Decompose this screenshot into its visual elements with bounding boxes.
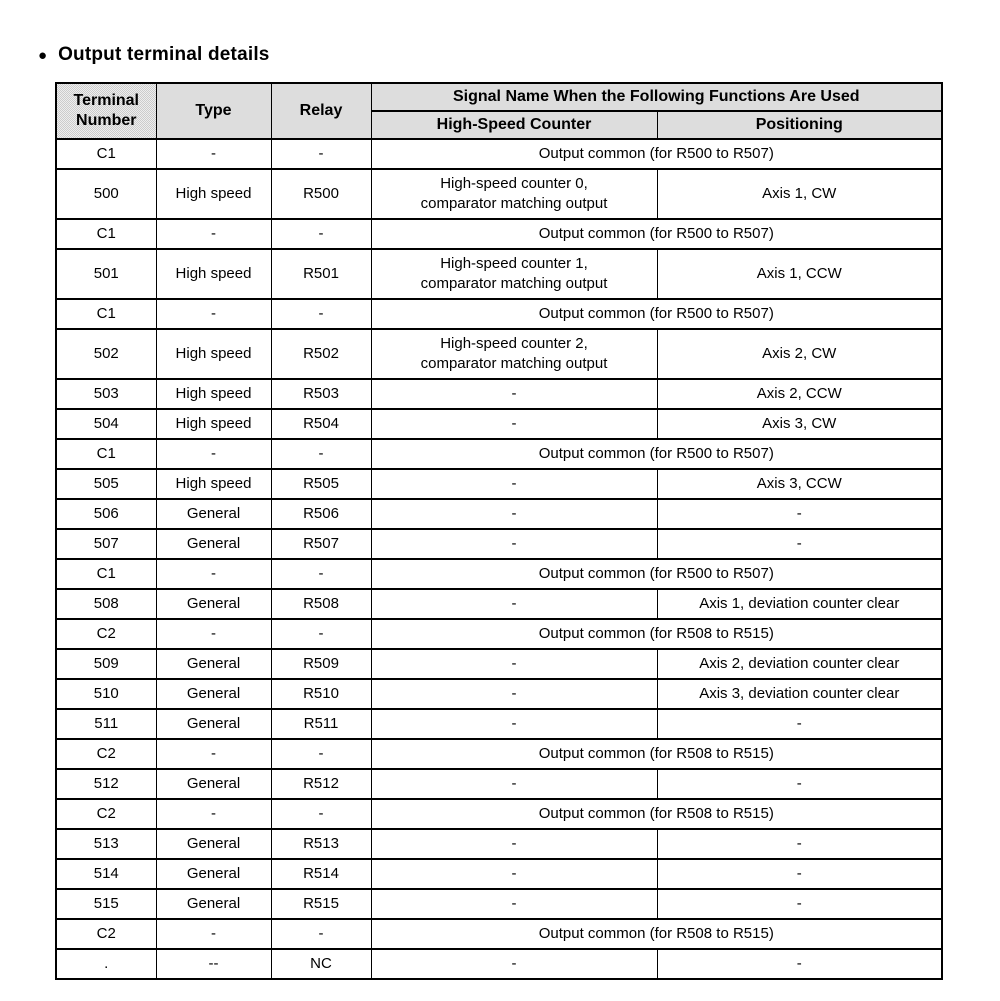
terminal-cell: C2 <box>56 919 156 949</box>
table-row <box>56 219 942 249</box>
type-cell: High speed <box>156 329 271 379</box>
relay-cell: - <box>271 439 371 469</box>
table-row <box>56 589 942 619</box>
table-row <box>56 329 942 379</box>
terminal-cell: C2 <box>56 619 156 649</box>
signal-span-cell: Output common (for R500 to R507) <box>371 299 942 329</box>
positioning-cell: Axis 2, CW <box>657 329 942 379</box>
table-row <box>56 859 942 889</box>
table-row <box>56 439 942 469</box>
relay-cell: R501 <box>271 249 371 299</box>
table-row <box>56 769 942 799</box>
positioning-cell: - <box>657 529 942 559</box>
terminal-cell: 503 <box>56 379 156 409</box>
section-title <box>0 0 1000 66</box>
hsc-cell: High-speed counter 2, comparator matching output <box>371 329 657 379</box>
terminal-cell: 515 <box>56 889 156 919</box>
signal-span-cell: Output common (for R500 to R507) <box>371 439 942 469</box>
terminal-cell: C1 <box>56 559 156 589</box>
signal-span-cell: Output common (for R500 to R507) <box>371 219 942 249</box>
terminal-cell: 507 <box>56 529 156 559</box>
terminal-cell: C1 <box>56 139 156 169</box>
table-row <box>56 799 942 829</box>
hsc-cell: - <box>371 529 657 559</box>
relay-cell: R507 <box>271 529 371 559</box>
type-cell: High speed <box>156 469 271 499</box>
table-row <box>56 679 942 709</box>
table-row <box>56 739 942 769</box>
terminal-cell: 508 <box>56 589 156 619</box>
relay-cell: R513 <box>271 829 371 859</box>
positioning-cell: - <box>657 709 942 739</box>
relay-cell: R506 <box>271 499 371 529</box>
type-cell: General <box>156 709 271 739</box>
type-cell: General <box>156 649 271 679</box>
terminal-cell: C1 <box>56 299 156 329</box>
terminal-cell: . <box>56 949 156 979</box>
positioning-cell: Axis 2, CCW <box>657 379 942 409</box>
positioning-cell: Axis 1, CCW <box>657 249 942 299</box>
hsc-cell: - <box>371 829 657 859</box>
terminal-cell: 505 <box>56 469 156 499</box>
type-cell: General <box>156 829 271 859</box>
col-header-terminal-number: Terminal Number <box>56 83 156 139</box>
hsc-cell: - <box>371 889 657 919</box>
positioning-cell: Axis 1, deviation counter clear <box>657 589 942 619</box>
type-cell: - <box>156 919 271 949</box>
type-cell: - <box>156 739 271 769</box>
hsc-cell: - <box>371 409 657 439</box>
terminal-cell: 513 <box>56 829 156 859</box>
hsc-cell: - <box>371 649 657 679</box>
terminal-cell: 502 <box>56 329 156 379</box>
relay-cell: R508 <box>271 589 371 619</box>
table-row <box>56 529 942 559</box>
relay-cell: - <box>271 219 371 249</box>
terminal-cell: 501 <box>56 249 156 299</box>
type-cell: General <box>156 859 271 889</box>
page-title: Output terminal details <box>58 44 270 65</box>
terminal-cell: C2 <box>56 799 156 829</box>
relay-cell: R505 <box>271 469 371 499</box>
type-cell: High speed <box>156 379 271 409</box>
positioning-cell: Axis 3, deviation counter clear <box>657 679 942 709</box>
table-row <box>56 139 942 169</box>
type-cell: -- <box>156 949 271 979</box>
relay-cell: R502 <box>271 329 371 379</box>
terminal-cell: 506 <box>56 499 156 529</box>
positioning-cell: - <box>657 859 942 889</box>
type-cell: - <box>156 219 271 249</box>
relay-cell: - <box>271 739 371 769</box>
type-cell: - <box>156 139 271 169</box>
positioning-cell: - <box>657 829 942 859</box>
type-cell: General <box>156 589 271 619</box>
positioning-cell: - <box>657 949 942 979</box>
hsc-cell: - <box>371 679 657 709</box>
hsc-cell: - <box>371 589 657 619</box>
col-header-high-speed-counter: High-Speed Counter <box>371 111 657 139</box>
terminal-cell: 509 <box>56 649 156 679</box>
table-row <box>56 919 942 949</box>
table-row <box>56 949 942 979</box>
positioning-cell: Axis 2, deviation counter clear <box>657 649 942 679</box>
relay-cell: - <box>271 919 371 949</box>
terminal-cell: C1 <box>56 439 156 469</box>
terminal-cell: 512 <box>56 769 156 799</box>
signal-span-cell: Output common (for R500 to R507) <box>371 139 942 169</box>
positioning-cell: - <box>657 769 942 799</box>
type-cell: - <box>156 559 271 589</box>
table-row <box>56 829 942 859</box>
hsc-cell: - <box>371 499 657 529</box>
terminal-cell: 514 <box>56 859 156 889</box>
terminal-cell: C1 <box>56 219 156 249</box>
type-cell: General <box>156 499 271 529</box>
relay-cell: - <box>271 619 371 649</box>
relay-cell: NC <box>271 949 371 979</box>
col-header-relay: Relay <box>271 83 371 139</box>
positioning-cell: Axis 3, CW <box>657 409 942 439</box>
table-row <box>56 709 942 739</box>
hsc-cell: - <box>371 769 657 799</box>
hsc-cell: - <box>371 469 657 499</box>
type-cell: High speed <box>156 249 271 299</box>
hsc-cell: High-speed counter 0, comparator matching output <box>371 169 657 219</box>
terminal-cell: 511 <box>56 709 156 739</box>
relay-cell: R504 <box>271 409 371 439</box>
hsc-cell: - <box>371 949 657 979</box>
relay-cell: - <box>271 799 371 829</box>
hsc-cell: - <box>371 379 657 409</box>
type-cell: - <box>156 439 271 469</box>
relay-cell: R509 <box>271 649 371 679</box>
relay-cell: R514 <box>271 859 371 889</box>
type-cell: - <box>156 299 271 329</box>
positioning-cell: - <box>657 499 942 529</box>
table-row <box>56 619 942 649</box>
relay-cell: - <box>271 299 371 329</box>
relay-cell: R511 <box>271 709 371 739</box>
signal-span-cell: Output common (for R508 to R515) <box>371 919 942 949</box>
signal-span-cell: Output common (for R500 to R507) <box>371 559 942 589</box>
table-row <box>56 299 942 329</box>
type-cell: - <box>156 619 271 649</box>
table-row <box>56 499 942 529</box>
table-row <box>56 559 942 589</box>
table-row <box>56 379 942 409</box>
col-header-signal-group: Signal Name When the Following Functions Are Used <box>371 83 942 111</box>
table-row <box>56 169 942 219</box>
type-cell: General <box>156 529 271 559</box>
col-header-type: Type <box>156 83 271 139</box>
table-body <box>56 139 942 979</box>
header-row-1 <box>56 83 942 111</box>
positioning-cell: Axis 3, CCW <box>657 469 942 499</box>
table-row <box>56 889 942 919</box>
hsc-cell: High-speed counter 1, comparator matching output <box>371 249 657 299</box>
relay-cell: - <box>271 139 371 169</box>
table-row <box>56 249 942 299</box>
type-cell: - <box>156 799 271 829</box>
type-cell: General <box>156 889 271 919</box>
signal-span-cell: Output common (for R508 to R515) <box>371 619 942 649</box>
type-cell: General <box>156 679 271 709</box>
terminal-cell: 500 <box>56 169 156 219</box>
type-cell: High speed <box>156 409 271 439</box>
table-header <box>56 83 942 139</box>
bullet-icon: ● <box>38 46 48 64</box>
hsc-cell: - <box>371 859 657 889</box>
relay-cell: - <box>271 559 371 589</box>
relay-cell: R515 <box>271 889 371 919</box>
col-header-positioning: Positioning <box>657 111 942 139</box>
table-row <box>56 409 942 439</box>
signal-span-cell: Output common (for R508 to R515) <box>371 799 942 829</box>
type-cell: High speed <box>156 169 271 219</box>
terminal-cell: 510 <box>56 679 156 709</box>
terminal-cell: C2 <box>56 739 156 769</box>
output-terminal-table <box>55 82 943 980</box>
positioning-cell: - <box>657 889 942 919</box>
signal-span-cell: Output common (for R508 to R515) <box>371 739 942 769</box>
positioning-cell: Axis 1, CW <box>657 169 942 219</box>
table-row <box>56 469 942 499</box>
relay-cell: R503 <box>271 379 371 409</box>
relay-cell: R512 <box>271 769 371 799</box>
hsc-cell: - <box>371 709 657 739</box>
relay-cell: R510 <box>271 679 371 709</box>
terminal-cell: 504 <box>56 409 156 439</box>
relay-cell: R500 <box>271 169 371 219</box>
type-cell: General <box>156 769 271 799</box>
table-row <box>56 649 942 679</box>
